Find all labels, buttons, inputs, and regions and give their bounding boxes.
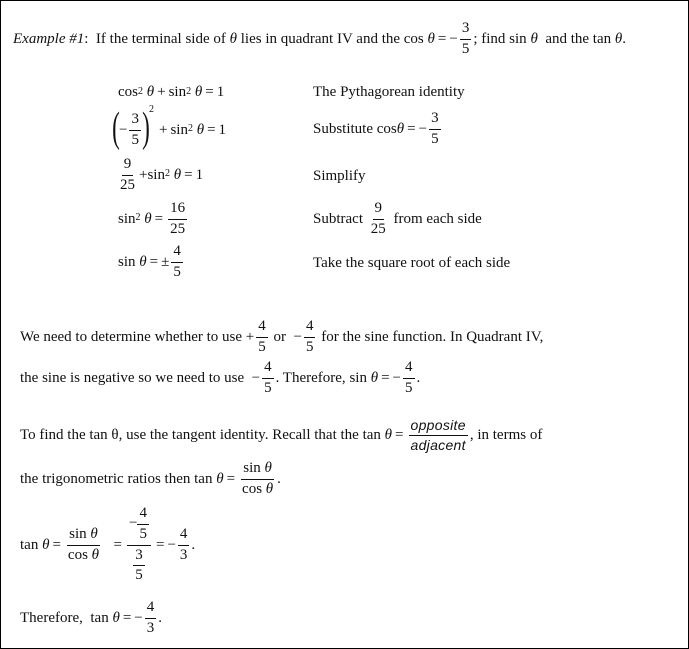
step-4-reason: Subtract 9 25 from each side xyxy=(313,200,482,237)
tangent-computation: tan θ = $\frac{\text{sin θ}}{\text{cos θ}}$ = − $\frac{4}{5}$ $\frac{3}{5}$ = − $\frac{4}{3}$ . xyxy=(20,505,196,584)
paragraph-tangent-line-2: the trigonometric ratios then tan θ = $\frac{\text{sin θ}}{\text{cos θ}}$ . xyxy=(20,460,281,497)
paragraph-sign-line-2: the sine is negative so we need to use − $\frac{4}{5}$ . Therefore, sin θ = − $\frac{4}{5}$ . xyxy=(20,359,421,396)
step-3-reason: Simplify xyxy=(313,168,366,184)
conclusion-line: Therefore, tan θ = − $\frac{4}{3}$ . xyxy=(20,599,163,636)
example-label: Example #1 xyxy=(13,30,85,47)
step-4-equation: sin 2 θ = $\frac{16}{25}$ xyxy=(118,200,186,237)
complex-fraction: − $\frac{4}{5}$ $\frac{3}{5}$ xyxy=(127,506,151,584)
step-3-equation: 9 25 + sin 2 θ = 1 xyxy=(120,156,204,193)
step-5-equation: sin θ = ± $\frac{4}{5}$ xyxy=(118,243,181,280)
step-2-equation: ( − $\frac{3}{5}$ ) 2 + sin 2 θ = 1 xyxy=(112,104,227,151)
step-1-reason: The Pythagorean identity xyxy=(313,84,465,100)
step-2-reason: Substitute cos θ = − $\frac{3}{5}$ xyxy=(313,110,439,147)
problem-statement: Example #1 : If the terminal side of θ lies in quadrant IV and the cos θ = − $\frac{3}{5}$ ; find sin θ and the tan θ . xyxy=(13,20,626,57)
paragraph-sign-line-1: We need to determine whether to use + $\frac{4}{5}$ or − $\frac{4}{5}$ for the sine function. In Quadrant IV, xyxy=(20,318,544,355)
step-5-reason: Take the square root of each side xyxy=(313,255,511,271)
fraction-3-5: $\frac{3}{5}$ xyxy=(461,20,470,57)
step-1-equation: cos 2 θ + sin 2 θ = 1 xyxy=(118,84,225,100)
paragraph-tangent-line-1: To find the tan θ, use the tangent identity. Recall that the tan θ = $\frac{\text{opposite}}{\text{adjacent}}$ , in terms of xyxy=(20,417,543,453)
